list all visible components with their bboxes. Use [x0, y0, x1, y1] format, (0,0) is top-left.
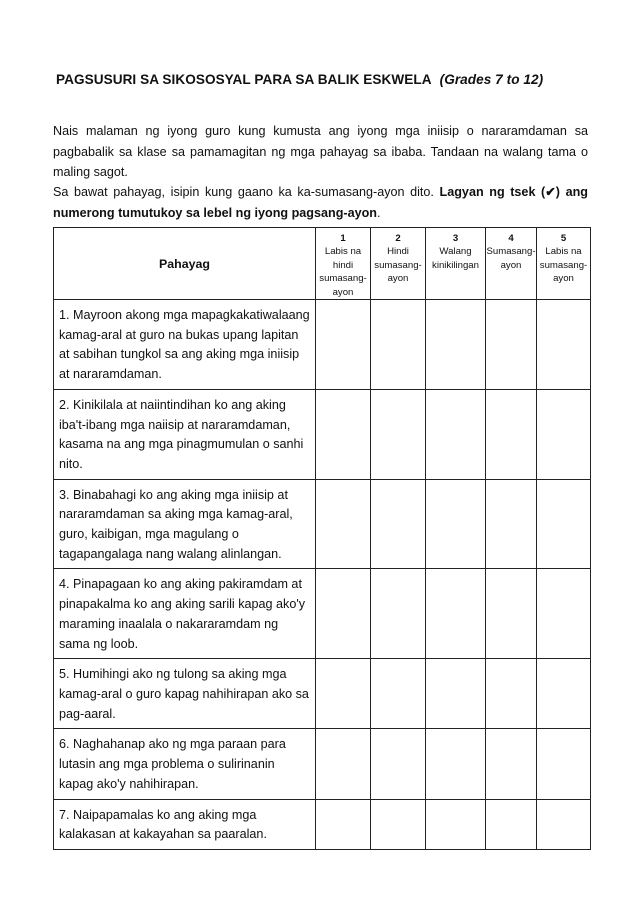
statement-cell: 4. Pinapagaan ko ang aking pakiramdam at pinapakalma ko ang aking sarili kapag ako'y maraming inaalala o nakararamdam ng sama ng loob. — [54, 569, 316, 659]
rating-cell-3[interactable] — [426, 729, 486, 799]
survey-table — [53, 227, 591, 850]
rating-cell-2[interactable] — [371, 659, 426, 729]
rating-cell-4[interactable] — [486, 799, 537, 849]
title-main: PAGSUSURI SA SIKOSOSYAL PARA SA BALIK ESKWELA — [56, 72, 432, 87]
rating-cell-3[interactable] — [426, 300, 486, 390]
rating-cell-4[interactable] — [486, 569, 537, 659]
table-row — [54, 569, 591, 659]
rating-cell-4[interactable] — [486, 659, 537, 729]
scale-label: Sumasang-ayon — [486, 246, 536, 271]
scale-num: 1 — [340, 233, 346, 244]
rating-cell-3[interactable] — [426, 479, 486, 569]
scale-label: Labis na sumasang-ayon — [539, 246, 588, 285]
rating-cell-2[interactable] — [371, 799, 426, 849]
statement-cell: 2. Kinikilala at naiintindihan ko ang aking iba't-ibang mga naiisip at nararamdaman, kasama na ang mga pinagmumulan o sanhi nito. — [54, 389, 316, 479]
rating-cell-5[interactable] — [537, 659, 591, 729]
scale-header-1 — [316, 228, 371, 300]
rating-cell-5[interactable] — [537, 729, 591, 799]
rating-cell-4[interactable] — [486, 729, 537, 799]
scale-num: 4 — [508, 233, 514, 244]
table-row — [54, 729, 591, 799]
rating-cell-1[interactable] — [316, 659, 371, 729]
rating-cell-3[interactable] — [426, 569, 486, 659]
rating-cell-1[interactable] — [316, 799, 371, 849]
scale-num: 3 — [452, 233, 459, 244]
table-row — [54, 659, 591, 729]
scale-header-2 — [371, 228, 426, 300]
rating-cell-1[interactable] — [316, 300, 371, 390]
rating-cell-1[interactable] — [316, 569, 371, 659]
rating-cell-2[interactable] — [371, 479, 426, 569]
table-row — [54, 799, 591, 849]
rating-cell-2[interactable] — [371, 389, 426, 479]
statement-cell: 1. Mayroon akong mga mapagkakatiwalaang kamag-aral at guro na bukas upang lapitan at sabihan tungkol sa ang aking mga iniisip at nararamdaman. — [54, 300, 316, 390]
rating-cell-1[interactable] — [316, 729, 371, 799]
instruction-bold: Lagyan ng tsek (✔) ang numerong tumutukoy sa lebel ng iyong pagsang-ayon — [53, 185, 588, 220]
scale-label: Walang kinikilingan — [432, 246, 479, 271]
statement-cell: 6. Naghahanap ako ng mga paraan para lutasin ang mga problema o sulirinanin kapag ako'y nahihirapan. — [54, 729, 316, 799]
scale-header-4 — [486, 228, 537, 300]
scale-label: Hindi sumasang-ayon — [374, 246, 422, 285]
rating-cell-2[interactable] — [371, 569, 426, 659]
rating-cell-4[interactable] — [486, 300, 537, 390]
rating-cell-3[interactable] — [426, 799, 486, 849]
rating-cell-2[interactable] — [371, 300, 426, 390]
table-row — [54, 389, 591, 479]
intro-paragraph: Nais malaman ng iyong guro kung kumusta ang iyong mga iniisip o nararamdaman sa pagbabalik sa klase sa pamamagitan ng mga pahayag sa ibaba. Tandaan na walang tama o maling sagot. — [53, 124, 588, 179]
rating-cell-5[interactable] — [537, 479, 591, 569]
rating-cell-5[interactable] — [537, 300, 591, 390]
scale-num: 2 — [395, 233, 401, 244]
statement-header: Pahayag — [54, 228, 316, 300]
rating-cell-1[interactable] — [316, 479, 371, 569]
instruction-end: . — [376, 205, 381, 220]
table-row — [54, 300, 591, 390]
scale-num: 5 — [560, 233, 567, 244]
scale-label: Labis na hindi sumasang-ayon — [319, 246, 367, 298]
statement-cell: 5. Humihingi ako ng tulong sa aking mga kamag-aral o guro kapag nahihirapan ako sa pag-aaral. — [54, 659, 316, 729]
instruction-paragraph — [53, 182, 588, 223]
rating-cell-4[interactable] — [486, 479, 537, 569]
rating-cell-5[interactable] — [537, 389, 591, 479]
rating-cell-1[interactable] — [316, 389, 371, 479]
rating-cell-2[interactable] — [371, 729, 426, 799]
header-row — [54, 228, 591, 300]
rating-cell-5[interactable] — [537, 569, 591, 659]
rating-cell-3[interactable] — [426, 659, 486, 729]
title-grades: (Grades 7 to 12) — [439, 72, 544, 87]
rating-cell-5[interactable] — [537, 799, 591, 849]
scale-header-5 — [537, 228, 591, 300]
instruction-lead: Sa bawat pahayag, isipin kung gaano ka ka-sumasang-ayon dito. — [53, 185, 440, 199]
scale-header-3 — [426, 228, 486, 300]
rating-cell-4[interactable] — [486, 389, 537, 479]
statement-cell: 3. Binabahagi ko ang aking mga iniisip at nararamdaman sa aking mga kamag-aral, guro, kaibigan, mga magulang o tagapangalaga nang walang alinlangan. — [54, 479, 316, 569]
page-title — [56, 72, 591, 87]
statement-cell: 7. Naipapamalas ko ang aking mga kalakasan at kakayahan sa paaralan. — [54, 799, 316, 849]
rating-cell-3[interactable] — [426, 389, 486, 479]
table-row — [54, 479, 591, 569]
